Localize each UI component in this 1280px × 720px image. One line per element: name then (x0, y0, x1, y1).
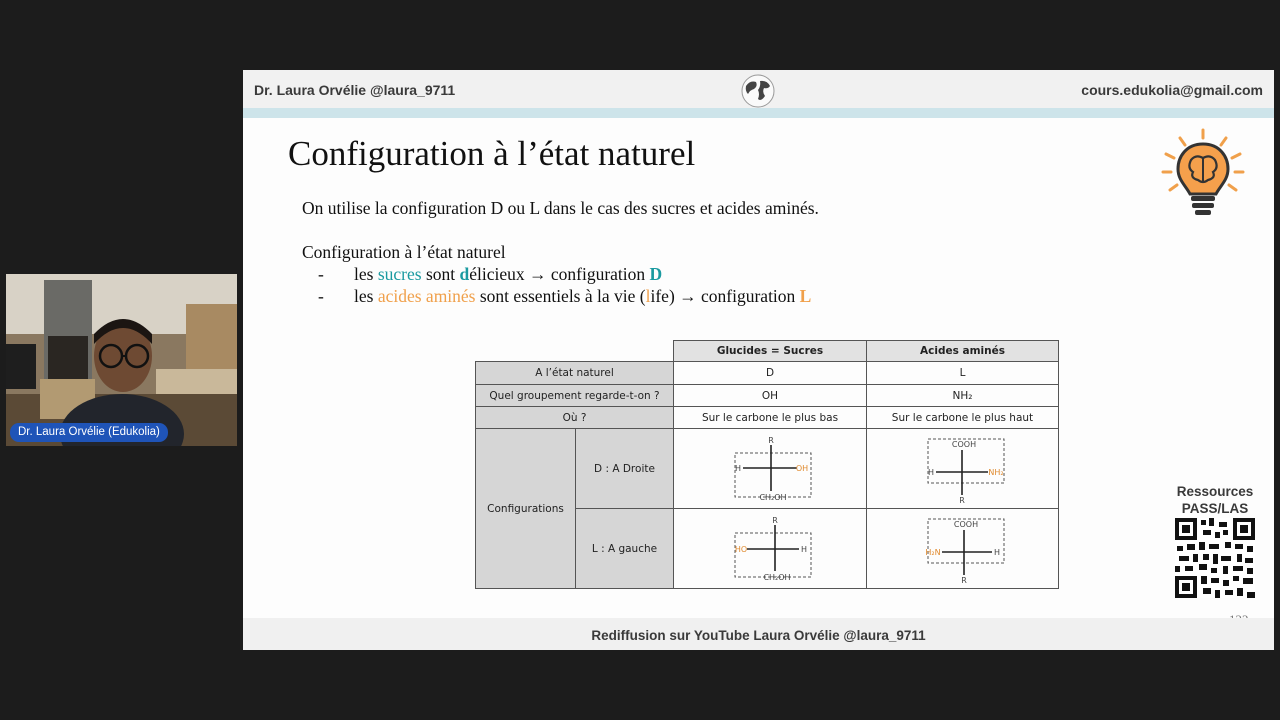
participant-name-badge: Dr. Laura Orvélie (Edukolia) (10, 423, 168, 442)
cell-ou-acides: Sur le carbone le plus haut (867, 407, 1059, 429)
cell-l-glucides (674, 509, 867, 589)
bullet-text: sont essentiels à la vie ( (475, 286, 646, 306)
bullet-sugars (354, 264, 662, 285)
slide-title: Configuration à l’état naturel (288, 134, 696, 173)
amino-acids-term: acides aminés (377, 286, 476, 306)
formula-r: R (960, 575, 967, 585)
bullet-amino-acids (354, 286, 811, 307)
formula-r: R (772, 515, 778, 525)
resources-line: Ressources (1176, 484, 1254, 499)
configuration-table (475, 340, 1059, 589)
cell-etat-glucides: D (674, 362, 867, 385)
resources-line: PASS/LAS (1181, 501, 1249, 516)
row-label-ou: Où ? (476, 407, 674, 429)
formula-ch2oh: CH₂OH (763, 572, 791, 582)
bullet-text: ife) → configuration (650, 286, 800, 306)
bullet-text: sont (421, 264, 460, 284)
qr-code-icon[interactable] (1175, 518, 1255, 598)
formula-ch2oh: CH₂OH (759, 492, 787, 502)
l-letter-highlight: l (645, 286, 651, 306)
formula-h: H (800, 544, 808, 554)
bullet-dash: - (318, 286, 324, 306)
resources-label (1167, 483, 1263, 517)
fischer-projection-l-glyceraldehyde (715, 513, 825, 585)
cell-d-acides (867, 429, 1059, 509)
intro-text: On utilise la configuration D ou L dans le cas des sucres et acides aminés. (302, 198, 819, 218)
cell-d-glucides (674, 429, 867, 509)
header-acides-amines: Acides aminés (867, 341, 1059, 362)
row-label-d-droite: D : A Droite (576, 429, 674, 509)
cell-l-acides (867, 509, 1059, 589)
contact-email: cours.edukolia@gmail.com (1081, 82, 1263, 98)
formula-cooh: COOH (953, 519, 978, 529)
formula-oh: OH (795, 463, 809, 473)
sugars-term: sucres (377, 264, 422, 284)
world-map-logo-icon (739, 72, 777, 110)
config-l: L (799, 286, 812, 306)
bullet-text: les (354, 264, 378, 284)
webcam-video (6, 274, 237, 446)
config-d: D (649, 264, 663, 284)
author-handle: Dr. Laura Orvélie @laura_9711 (254, 82, 456, 98)
cell-groupement-acides: NH₂ (867, 385, 1059, 407)
section-heading: Configuration à l’état naturel (302, 242, 506, 262)
cell-etat-acides: L (867, 362, 1059, 385)
formula-h: H (734, 463, 742, 473)
table-row (476, 429, 1059, 509)
formula-r: R (958, 495, 965, 505)
formula-h: H (993, 547, 1000, 557)
bullet-text: élicieux → configuration (469, 264, 650, 284)
fischer-projection-d-glyceraldehyde (715, 433, 825, 505)
row-label-etat: A l’état naturel (476, 362, 674, 385)
lightbulb-brain-icon (1158, 128, 1248, 220)
fischer-projection-d-amino-acid (908, 433, 1018, 505)
table-row (476, 362, 1059, 385)
table-row (476, 407, 1059, 429)
table-row (476, 341, 1059, 362)
row-label-configurations: Configurations (476, 429, 576, 589)
table-corner (476, 341, 674, 362)
cell-ou-glucides: Sur le carbone le plus bas (674, 407, 867, 429)
formula-nh2: NH₂ (987, 467, 1004, 477)
fischer-projection-l-amino-acid (908, 513, 1018, 585)
formula-ho: HO (734, 544, 748, 554)
formula-cooh: COOH (951, 439, 976, 449)
row-label-groupement: Quel groupement regarde-t-on ? (476, 385, 674, 407)
presentation-slide (243, 70, 1274, 650)
formula-h2n: H₂N (924, 547, 941, 557)
d-letter-highlight: d (459, 264, 470, 284)
formula-r: R (768, 435, 774, 445)
cell-groupement-glucides: OH (674, 385, 867, 407)
row-label-l-gauche: L : A gauche (576, 509, 674, 589)
webcam-scene (6, 274, 237, 446)
table-row (476, 385, 1059, 407)
footer-text: Rediffusion sur YouTube Laura Orvélie @laura_9711 (591, 628, 926, 643)
bullet-dash: - (318, 264, 324, 284)
formula-h: H (927, 467, 934, 477)
bullet-text: les (354, 286, 378, 306)
header-glucides: Glucides = Sucres (674, 341, 867, 362)
